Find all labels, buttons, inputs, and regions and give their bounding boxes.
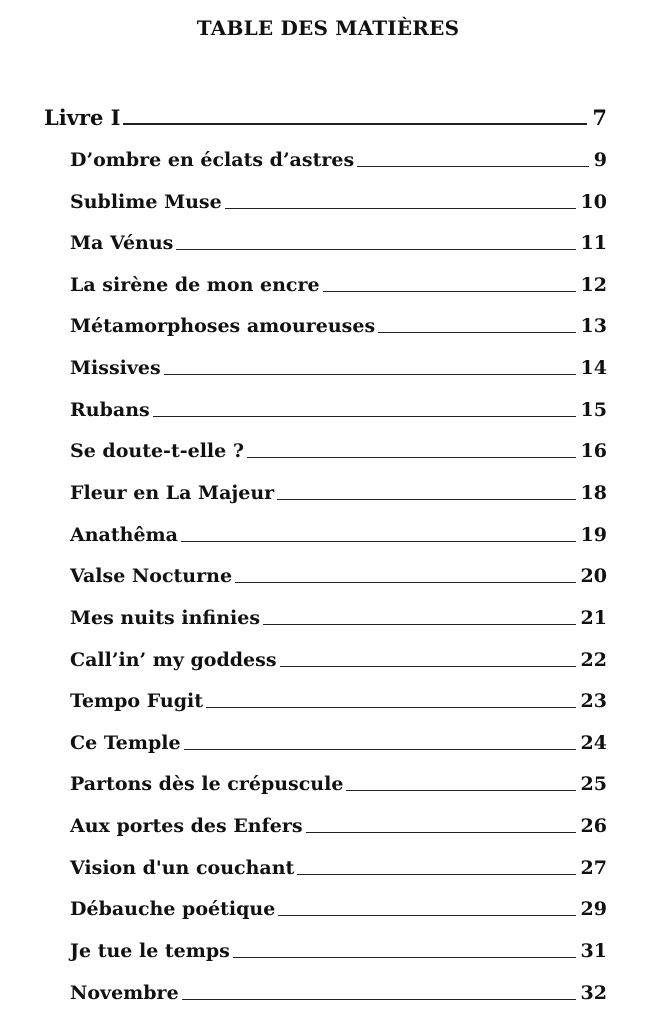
entry-title: D’ombre en éclats d’astres (70, 149, 355, 171)
entry-page-number: 24 (580, 732, 607, 754)
toc-entry (70, 558, 607, 588)
toc-entry (70, 392, 607, 422)
entry-title: Tempo Fugit (70, 690, 203, 712)
entry-page-number: 15 (580, 399, 607, 421)
entry-page-number: 10 (580, 191, 607, 213)
entry-page-number: 11 (580, 232, 607, 254)
toc-entry (70, 766, 607, 796)
entry-page-number: 20 (580, 565, 607, 587)
entry-page-number: 22 (580, 649, 607, 671)
dot-leader (176, 249, 575, 250)
dot-leader (181, 541, 576, 542)
dot-leader (346, 790, 575, 791)
entry-title: Novembre (70, 982, 179, 1004)
entry-title: Vision d'un couchant (70, 857, 295, 879)
entry-page-number: 16 (580, 440, 607, 462)
toc-entry (70, 808, 607, 838)
toc-entry (70, 225, 607, 255)
dot-leader (277, 499, 575, 500)
dot-leader (323, 291, 576, 292)
entry-title: Se doute-t-elle ? (70, 440, 244, 462)
entry-title: Fleur en La Majeur (70, 482, 275, 504)
toc-entry (70, 850, 607, 880)
part-page-number: 7 (592, 105, 607, 130)
toc-entry (70, 975, 607, 1005)
dot-leader (182, 999, 576, 1000)
entry-page-number: 19 (580, 524, 607, 546)
dot-leader (123, 123, 588, 125)
dot-leader (184, 749, 576, 750)
dot-leader (247, 457, 576, 458)
page-title: TABLE DES MATIÈRES (196, 16, 460, 40)
toc-entry (70, 933, 607, 963)
toc-entry (70, 600, 607, 630)
dot-leader (378, 332, 575, 333)
entry-page-number: 23 (580, 690, 607, 712)
entry-page-number: 32 (580, 982, 607, 1004)
entry-page-number: 13 (580, 315, 607, 337)
toc-entry (70, 683, 607, 713)
dot-leader (306, 832, 576, 833)
toc-entry (70, 350, 607, 380)
toc-entry (70, 184, 607, 214)
entry-title: La sirène de mon encre (70, 274, 320, 296)
entry-page-number: 26 (580, 815, 607, 837)
toc-entry (70, 308, 607, 338)
entry-page-number: 29 (580, 898, 607, 920)
entry-title: Valse Nocturne (70, 565, 233, 587)
toc-entry (70, 433, 607, 463)
entry-title: Anathêma (70, 524, 178, 546)
dot-leader (357, 166, 589, 167)
entry-page-number: 31 (580, 940, 607, 962)
toc-entry (70, 891, 607, 921)
entry-page-number: 21 (580, 607, 607, 629)
entry-title: Ma Vénus (70, 232, 174, 254)
dot-leader (225, 208, 576, 209)
toc-entry (70, 725, 607, 755)
entry-title: Je tue le temps (70, 940, 230, 962)
dot-leader (235, 582, 576, 583)
dot-leader (233, 957, 576, 958)
entry-title: Métamorphoses amoureuses (70, 315, 376, 337)
entry-page-number: 18 (580, 482, 607, 504)
entry-title: Débauche poétique (70, 898, 276, 920)
entry-page-number: 27 (580, 857, 607, 879)
dot-leader (164, 374, 576, 375)
dot-leader (263, 624, 576, 625)
dot-leader (280, 666, 576, 667)
entry-page-number: 12 (580, 274, 607, 296)
dot-leader (206, 707, 576, 708)
toc-part-heading (44, 100, 607, 130)
entry-page-number: 9 (593, 149, 607, 171)
entry-title: Call’in’ my goddess (70, 649, 277, 671)
toc-entry (70, 142, 607, 172)
toc-entry (70, 267, 607, 297)
toc-entry (70, 642, 607, 672)
entry-title: Sublime Muse (70, 191, 222, 213)
dot-leader (278, 915, 575, 916)
part-label: Livre I (44, 105, 121, 130)
dot-leader (297, 874, 575, 875)
toc-entry (70, 517, 607, 547)
entry-page-number: 25 (580, 773, 607, 795)
dot-leader (153, 416, 576, 417)
entry-page-number: 14 (580, 357, 607, 379)
entry-title: Missives (70, 357, 161, 379)
entry-title: Aux portes des Enfers (70, 815, 303, 837)
entry-title: Rubans (70, 399, 150, 421)
toc-entry (70, 475, 607, 505)
entry-title: Mes nuits infinies (70, 607, 261, 629)
entry-title: Partons dès le crépuscule (70, 773, 344, 795)
entry-title: Ce Temple (70, 732, 181, 754)
